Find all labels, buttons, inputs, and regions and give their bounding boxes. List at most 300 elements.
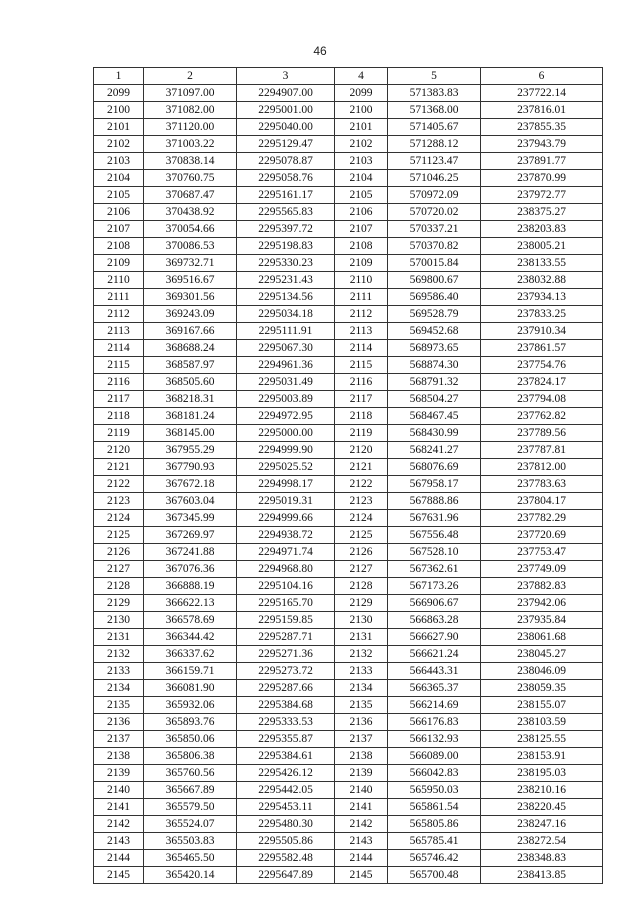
table-cell: 368145.00 xyxy=(144,425,237,442)
table-cell: 565861.54 xyxy=(388,799,481,816)
table-row xyxy=(94,85,603,102)
table-cell: 2132 xyxy=(94,646,144,663)
table-cell: 569800.67 xyxy=(388,272,481,289)
table-cell: 2295025.52 xyxy=(237,459,335,476)
table-cell: 2110 xyxy=(335,272,388,289)
table-row xyxy=(94,221,603,238)
table-cell: 238247.16 xyxy=(481,816,603,833)
table-cell: 365503.83 xyxy=(144,833,237,850)
table-row xyxy=(94,102,603,119)
table-cell: 2295078.87 xyxy=(237,153,335,170)
table-cell: 367790.93 xyxy=(144,459,237,476)
table-cell: 367269.97 xyxy=(144,527,237,544)
table-cell: 570720.02 xyxy=(388,204,481,221)
table-cell: 2141 xyxy=(94,799,144,816)
header-row xyxy=(94,68,603,85)
table-cell: 2107 xyxy=(335,221,388,238)
table-cell: 566621.24 xyxy=(388,646,481,663)
table-cell: 2141 xyxy=(335,799,388,816)
table-cell: 2295040.00 xyxy=(237,119,335,136)
table-row xyxy=(94,578,603,595)
table-cell: 365893.76 xyxy=(144,714,237,731)
table-cell: 369516.67 xyxy=(144,272,237,289)
table-cell: 2106 xyxy=(335,204,388,221)
table-cell: 568791.32 xyxy=(388,374,481,391)
table-cell: 2294999.66 xyxy=(237,510,335,527)
table-cell: 2119 xyxy=(94,425,144,442)
table-cell: 2103 xyxy=(94,153,144,170)
table-cell: 2295159.85 xyxy=(237,612,335,629)
coordinates-table xyxy=(93,67,603,884)
table-cell: 2121 xyxy=(335,459,388,476)
table-cell: 2295165.70 xyxy=(237,595,335,612)
table-cell: 2295287.66 xyxy=(237,680,335,697)
table-cell: 566863.28 xyxy=(388,612,481,629)
table-cell: 2100 xyxy=(335,102,388,119)
table-cell: 2108 xyxy=(94,238,144,255)
table-cell: 2295384.68 xyxy=(237,697,335,714)
table-cell: 369301.56 xyxy=(144,289,237,306)
table-cell: 2294938.72 xyxy=(237,527,335,544)
table-cell: 2138 xyxy=(335,748,388,765)
table-cell: 366081.90 xyxy=(144,680,237,697)
table-cell: 2117 xyxy=(94,391,144,408)
table-cell: 2112 xyxy=(335,306,388,323)
table-cell: 566365.37 xyxy=(388,680,481,697)
table-cell: 2295104.16 xyxy=(237,578,335,595)
table-row xyxy=(94,204,603,221)
table-cell: 365579.50 xyxy=(144,799,237,816)
table-cell: 369243.09 xyxy=(144,306,237,323)
table-cell: 370086.53 xyxy=(144,238,237,255)
table-cell: 2103 xyxy=(335,153,388,170)
table-row xyxy=(94,391,603,408)
table-cell: 570972.09 xyxy=(388,187,481,204)
table-cell: 2295333.53 xyxy=(237,714,335,731)
table-cell: 2101 xyxy=(335,119,388,136)
table-row xyxy=(94,476,603,493)
table-cell: 366578.69 xyxy=(144,612,237,629)
table-cell: 368688.24 xyxy=(144,340,237,357)
table-cell: 2131 xyxy=(94,629,144,646)
table-cell: 570337.21 xyxy=(388,221,481,238)
table-cell: 568241.27 xyxy=(388,442,481,459)
table-row xyxy=(94,544,603,561)
table-cell: 237783.63 xyxy=(481,476,603,493)
table-cell: 2109 xyxy=(94,255,144,272)
table-cell: 367955.29 xyxy=(144,442,237,459)
table-cell: 2099 xyxy=(335,85,388,102)
table-cell: 2101 xyxy=(94,119,144,136)
table-cell: 565746.42 xyxy=(388,850,481,867)
column-header: 2 xyxy=(144,68,237,85)
table-cell: 567888.86 xyxy=(388,493,481,510)
table-cell: 370054.66 xyxy=(144,221,237,238)
table-cell: 2295019.31 xyxy=(237,493,335,510)
table-cell: 366344.42 xyxy=(144,629,237,646)
table-cell: 2099 xyxy=(94,85,144,102)
table-cell: 2295397.72 xyxy=(237,221,335,238)
table-row xyxy=(94,442,603,459)
table-cell: 568430.99 xyxy=(388,425,481,442)
table-cell: 2113 xyxy=(94,323,144,340)
table-cell: 566089.00 xyxy=(388,748,481,765)
table-cell: 237942.06 xyxy=(481,595,603,612)
table-cell: 238045.27 xyxy=(481,646,603,663)
table-cell: 2295034.18 xyxy=(237,306,335,323)
table-row xyxy=(94,612,603,629)
table-cell: 2125 xyxy=(335,527,388,544)
table-row xyxy=(94,850,603,867)
table-cell: 2138 xyxy=(94,748,144,765)
table-cell: 237861.57 xyxy=(481,340,603,357)
table-cell: 2113 xyxy=(335,323,388,340)
table-cell: 2100 xyxy=(94,102,144,119)
table-row xyxy=(94,646,603,663)
table-cell: 237804.17 xyxy=(481,493,603,510)
table-row xyxy=(94,306,603,323)
table-cell: 238195.03 xyxy=(481,765,603,782)
table-cell: 2135 xyxy=(335,697,388,714)
table-cell: 2128 xyxy=(335,578,388,595)
table-cell: 367241.88 xyxy=(144,544,237,561)
table-cell: 2115 xyxy=(94,357,144,374)
table-cell: 565805.86 xyxy=(388,816,481,833)
table-cell: 2122 xyxy=(94,476,144,493)
table-cell: 238032.88 xyxy=(481,272,603,289)
table-cell: 2294968.80 xyxy=(237,561,335,578)
table-cell: 370838.14 xyxy=(144,153,237,170)
table-cell: 365465.50 xyxy=(144,850,237,867)
table-cell: 571405.67 xyxy=(388,119,481,136)
table-cell: 2128 xyxy=(94,578,144,595)
table-cell: 238220.45 xyxy=(481,799,603,816)
table-cell: 2136 xyxy=(94,714,144,731)
table-cell: 369732.71 xyxy=(144,255,237,272)
table-cell: 237934.13 xyxy=(481,289,603,306)
table-cell: 571368.00 xyxy=(388,102,481,119)
table-cell: 2295000.00 xyxy=(237,425,335,442)
page-number: 46 xyxy=(313,44,327,58)
table-cell: 2112 xyxy=(94,306,144,323)
table-cell: 2140 xyxy=(335,782,388,799)
table-cell: 2295355.87 xyxy=(237,731,335,748)
table-cell: 237824.17 xyxy=(481,374,603,391)
table-cell: 2126 xyxy=(335,544,388,561)
table-cell: 238153.91 xyxy=(481,748,603,765)
table-cell: 2122 xyxy=(335,476,388,493)
table-cell: 366888.19 xyxy=(144,578,237,595)
table-row xyxy=(94,323,603,340)
table-cell: 565785.41 xyxy=(388,833,481,850)
table-cell: 2120 xyxy=(335,442,388,459)
table-row xyxy=(94,170,603,187)
table-cell: 2124 xyxy=(335,510,388,527)
table-cell: 2139 xyxy=(335,765,388,782)
column-header: 1 xyxy=(94,68,144,85)
table-row xyxy=(94,459,603,476)
table-cell: 2295058.76 xyxy=(237,170,335,187)
table-cell: 2295480.30 xyxy=(237,816,335,833)
table-cell: 566214.69 xyxy=(388,697,481,714)
table-row xyxy=(94,408,603,425)
table-cell: 2295031.49 xyxy=(237,374,335,391)
table-row xyxy=(94,697,603,714)
table-cell: 566627.90 xyxy=(388,629,481,646)
table-row xyxy=(94,136,603,153)
table-cell: 2121 xyxy=(94,459,144,476)
table-cell: 237749.09 xyxy=(481,561,603,578)
table-row xyxy=(94,748,603,765)
table-cell: 2127 xyxy=(335,561,388,578)
table-cell: 2295565.83 xyxy=(237,204,335,221)
table-row xyxy=(94,272,603,289)
table-cell: 238210.16 xyxy=(481,782,603,799)
table-cell: 566906.67 xyxy=(388,595,481,612)
table-cell: 238155.07 xyxy=(481,697,603,714)
table-cell: 367672.18 xyxy=(144,476,237,493)
table-cell: 237787.81 xyxy=(481,442,603,459)
table-cell: 237794.08 xyxy=(481,391,603,408)
table-cell: 370687.47 xyxy=(144,187,237,204)
table-cell: 2295287.71 xyxy=(237,629,335,646)
table-cell: 237816.01 xyxy=(481,102,603,119)
table-row xyxy=(94,425,603,442)
table-cell: 565700.48 xyxy=(388,867,481,884)
table-cell: 237753.47 xyxy=(481,544,603,561)
table-cell: 238125.55 xyxy=(481,731,603,748)
table-row xyxy=(94,663,603,680)
table-cell: 2295129.47 xyxy=(237,136,335,153)
table-cell: 2295198.83 xyxy=(237,238,335,255)
table-cell: 567556.48 xyxy=(388,527,481,544)
table-row xyxy=(94,680,603,697)
table-cell: 238272.54 xyxy=(481,833,603,850)
table-cell: 2142 xyxy=(94,816,144,833)
table-cell: 366622.13 xyxy=(144,595,237,612)
table-row xyxy=(94,238,603,255)
table-cell: 2144 xyxy=(94,850,144,867)
table-cell: 365806.38 xyxy=(144,748,237,765)
table-row xyxy=(94,255,603,272)
table-cell: 2134 xyxy=(94,680,144,697)
table-cell: 568973.65 xyxy=(388,340,481,357)
table-row xyxy=(94,187,603,204)
table-cell: 566443.31 xyxy=(388,663,481,680)
table-cell: 2125 xyxy=(94,527,144,544)
table-cell: 2295426.12 xyxy=(237,765,335,782)
table-cell: 367076.36 xyxy=(144,561,237,578)
table-cell: 2295647.89 xyxy=(237,867,335,884)
table-row xyxy=(94,357,603,374)
column-header: 4 xyxy=(335,68,388,85)
table-cell: 2295582.48 xyxy=(237,850,335,867)
table-cell: 2295271.36 xyxy=(237,646,335,663)
table-row xyxy=(94,289,603,306)
table-cell: 567528.10 xyxy=(388,544,481,561)
table-cell: 365420.14 xyxy=(144,867,237,884)
table-cell: 237722.14 xyxy=(481,85,603,102)
table-cell: 237943.79 xyxy=(481,136,603,153)
table-cell: 2114 xyxy=(335,340,388,357)
table-cell: 2295273.72 xyxy=(237,663,335,680)
table-cell: 2111 xyxy=(335,289,388,306)
table-cell: 566176.83 xyxy=(388,714,481,731)
table-cell: 568504.27 xyxy=(388,391,481,408)
table-cell: 2102 xyxy=(335,136,388,153)
table-cell: 237855.35 xyxy=(481,119,603,136)
table-cell: 2115 xyxy=(335,357,388,374)
table-cell: 2294998.17 xyxy=(237,476,335,493)
table-row xyxy=(94,816,603,833)
table-cell: 571383.83 xyxy=(388,85,481,102)
column-header: 6 xyxy=(481,68,603,85)
table-cell: 2295003.89 xyxy=(237,391,335,408)
table-cell: 2295330.23 xyxy=(237,255,335,272)
table-cell: 2123 xyxy=(335,493,388,510)
table-cell: 238375.27 xyxy=(481,204,603,221)
table-cell: 2120 xyxy=(94,442,144,459)
table-cell: 568076.69 xyxy=(388,459,481,476)
table-cell: 2142 xyxy=(335,816,388,833)
table-cell: 237891.77 xyxy=(481,153,603,170)
table-row xyxy=(94,340,603,357)
table-cell: 2139 xyxy=(94,765,144,782)
table-cell: 237935.84 xyxy=(481,612,603,629)
table-row xyxy=(94,833,603,850)
table-cell: 2295161.17 xyxy=(237,187,335,204)
table-cell: 365932.06 xyxy=(144,697,237,714)
table-cell: 565950.03 xyxy=(388,782,481,799)
table-cell: 370760.75 xyxy=(144,170,237,187)
table-cell: 2295111.91 xyxy=(237,323,335,340)
table-cell: 369167.66 xyxy=(144,323,237,340)
table-cell: 367345.99 xyxy=(144,510,237,527)
table-cell: 238059.35 xyxy=(481,680,603,697)
table-cell: 2295453.11 xyxy=(237,799,335,816)
table-cell: 2295505.86 xyxy=(237,833,335,850)
table-cell: 365524.07 xyxy=(144,816,237,833)
column-header: 5 xyxy=(388,68,481,85)
table-cell: 2294999.90 xyxy=(237,442,335,459)
table-cell: 2295231.43 xyxy=(237,272,335,289)
table-row xyxy=(94,153,603,170)
table-row xyxy=(94,510,603,527)
table-cell: 567958.17 xyxy=(388,476,481,493)
table-row xyxy=(94,527,603,544)
table-cell: 2295442.05 xyxy=(237,782,335,799)
table-cell: 570015.84 xyxy=(388,255,481,272)
table-cell: 2134 xyxy=(335,680,388,697)
table-cell: 366159.71 xyxy=(144,663,237,680)
table-cell: 2140 xyxy=(94,782,144,799)
table-cell: 2105 xyxy=(335,187,388,204)
table-cell: 2144 xyxy=(335,850,388,867)
table-cell: 2131 xyxy=(335,629,388,646)
table-cell: 2108 xyxy=(335,238,388,255)
table-cell: 371003.22 xyxy=(144,136,237,153)
table-cell: 366337.62 xyxy=(144,646,237,663)
table-cell: 569452.68 xyxy=(388,323,481,340)
table-cell: 237762.82 xyxy=(481,408,603,425)
table-cell: 238061.68 xyxy=(481,629,603,646)
table-cell: 2127 xyxy=(94,561,144,578)
table-cell: 371120.00 xyxy=(144,119,237,136)
table-row xyxy=(94,765,603,782)
table-cell: 365667.89 xyxy=(144,782,237,799)
table-cell: 237833.25 xyxy=(481,306,603,323)
table-row xyxy=(94,714,603,731)
table-cell: 2294961.36 xyxy=(237,357,335,374)
table-cell: 368505.60 xyxy=(144,374,237,391)
table-cell: 568874.30 xyxy=(388,357,481,374)
table-cell: 2295134.56 xyxy=(237,289,335,306)
table-row xyxy=(94,119,603,136)
table-cell: 2132 xyxy=(335,646,388,663)
table-cell: 2109 xyxy=(335,255,388,272)
table-row xyxy=(94,867,603,884)
table-cell: 567362.61 xyxy=(388,561,481,578)
table-cell: 569586.40 xyxy=(388,289,481,306)
table-cell: 567631.96 xyxy=(388,510,481,527)
table-cell: 571288.12 xyxy=(388,136,481,153)
table-cell: 2124 xyxy=(94,510,144,527)
table-cell: 367603.04 xyxy=(144,493,237,510)
table-cell: 238203.83 xyxy=(481,221,603,238)
table-cell: 237782.29 xyxy=(481,510,603,527)
table-cell: 569528.79 xyxy=(388,306,481,323)
table-cell: 567173.26 xyxy=(388,578,481,595)
table-cell: 2106 xyxy=(94,204,144,221)
table-cell: 2111 xyxy=(94,289,144,306)
table-cell: 566132.93 xyxy=(388,731,481,748)
table-row xyxy=(94,374,603,391)
table-cell: 238413.85 xyxy=(481,867,603,884)
table-body xyxy=(94,85,603,884)
table-row xyxy=(94,561,603,578)
table-cell: 2294972.95 xyxy=(237,408,335,425)
table-cell: 571123.47 xyxy=(388,153,481,170)
table-cell: 2133 xyxy=(94,663,144,680)
table-row xyxy=(94,782,603,799)
table-cell: 570370.82 xyxy=(388,238,481,255)
table-cell: 2107 xyxy=(94,221,144,238)
table-cell: 2136 xyxy=(335,714,388,731)
table-cell: 568467.45 xyxy=(388,408,481,425)
table-cell: 2119 xyxy=(335,425,388,442)
table-cell: 238133.55 xyxy=(481,255,603,272)
table-cell: 2133 xyxy=(335,663,388,680)
table-cell: 238005.21 xyxy=(481,238,603,255)
table-cell: 237720.69 xyxy=(481,527,603,544)
table-cell: 2104 xyxy=(335,170,388,187)
table-cell: 2118 xyxy=(335,408,388,425)
table-cell: 2143 xyxy=(335,833,388,850)
table-cell: 2143 xyxy=(94,833,144,850)
table-cell: 238103.59 xyxy=(481,714,603,731)
table-cell: 365850.06 xyxy=(144,731,237,748)
table-cell: 368587.97 xyxy=(144,357,237,374)
table-cell: 2137 xyxy=(94,731,144,748)
table-row xyxy=(94,493,603,510)
table-cell: 2102 xyxy=(94,136,144,153)
table-cell: 2114 xyxy=(94,340,144,357)
table-cell: 368181.24 xyxy=(144,408,237,425)
table-cell: 2135 xyxy=(94,697,144,714)
table-cell: 237972.77 xyxy=(481,187,603,204)
table-cell: 237910.34 xyxy=(481,323,603,340)
table-row xyxy=(94,731,603,748)
